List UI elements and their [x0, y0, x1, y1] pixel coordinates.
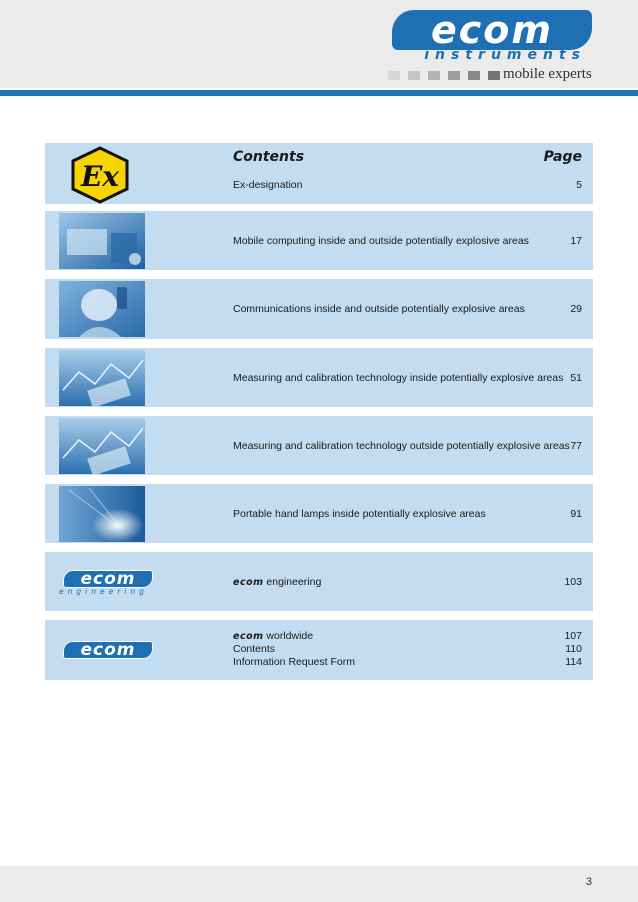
- toc-link-contents[interactable]: Contents: [233, 643, 276, 655]
- square-2: [408, 71, 420, 80]
- toc-link-mobile-computing[interactable]: Mobile computing inside and outside potentially explosive areas: [233, 235, 529, 247]
- page-column-label: Page: [543, 149, 582, 165]
- toc-link-measuring-inside[interactable]: Measuring and calibration technology inside potentially explosive areas: [233, 372, 564, 384]
- contents-row-communications: [45, 279, 593, 339]
- ecom-logo: ecom: [392, 10, 592, 50]
- toc-page-communications[interactable]: 29: [570, 303, 582, 315]
- square-4: [448, 71, 460, 80]
- ecom-brand-inline: ecom: [233, 631, 264, 642]
- toc-link-ex-designation[interactable]: Ex-designation: [233, 179, 303, 191]
- contents-row-worldwide: [45, 620, 593, 680]
- svg-text:Ex: Ex: [80, 160, 120, 193]
- contents-row-engineering: [45, 552, 593, 611]
- instruments-wordmark: instruments: [424, 47, 586, 63]
- worldwide-label: worldwide: [263, 630, 314, 642]
- contents-row-ex: [45, 143, 593, 204]
- hand-lamp-photo: [59, 486, 145, 542]
- page-number: 3: [585, 876, 592, 888]
- toc-link-measuring-outside[interactable]: Measuring and calibration technology outside potentially explosive areas: [233, 440, 570, 452]
- toc-page-contents[interactable]: 110: [565, 643, 582, 655]
- ex-symbol-icon: [65, 146, 135, 204]
- toc-link-information-request-form[interactable]: Information Request Form: [233, 656, 355, 668]
- toc-page-measuring-outside[interactable]: 77: [570, 440, 582, 452]
- toc-page-engineering[interactable]: 103: [564, 576, 582, 588]
- footer-band: [0, 866, 638, 902]
- toc-page-mobile-computing[interactable]: 17: [570, 235, 582, 247]
- toc-link-hand-lamps[interactable]: Portable hand lamps inside potentially explosive areas: [233, 508, 486, 520]
- measuring-photo: [59, 418, 145, 474]
- contents-row-hand-lamps: [45, 484, 593, 543]
- engineering-label: engineering: [263, 576, 322, 588]
- toc-link-communications[interactable]: Communications inside and outside potentially explosive areas: [233, 303, 525, 315]
- engineering-wordmark: engineering: [59, 587, 148, 596]
- ecom-engineering-logo: ecom: [63, 570, 153, 588]
- toc-page-measuring-inside[interactable]: 51: [570, 372, 582, 384]
- tagline-squares: [388, 71, 500, 80]
- square-6: [488, 71, 500, 80]
- toc-page-hand-lamps[interactable]: 91: [570, 508, 582, 520]
- header-rule: [0, 90, 638, 96]
- toc-page-ex-designation[interactable]: 5: [576, 179, 582, 191]
- ecom-brand-inline: ecom: [233, 577, 264, 588]
- square-3: [428, 71, 440, 80]
- communications-photo: [59, 281, 145, 337]
- tagline: mobile experts: [503, 66, 592, 82]
- toc-link-worldwide[interactable]: [233, 630, 313, 642]
- toc-link-engineering[interactable]: [233, 576, 321, 588]
- contents-row-measuring-outside: [45, 416, 593, 475]
- measuring-photo: [59, 350, 145, 406]
- contents-title: Contents: [233, 149, 305, 165]
- toc-page-worldwide[interactable]: 107: [564, 630, 582, 642]
- mobile-computing-photo: [59, 213, 145, 269]
- square-5: [468, 71, 480, 80]
- toc-page-information-request-form[interactable]: 114: [565, 656, 582, 668]
- contents-row-measuring-inside: [45, 348, 593, 407]
- ecom-worldwide-logo: ecom: [63, 641, 153, 659]
- square-1: [388, 71, 400, 80]
- contents-row-mobile-computing: [45, 211, 593, 270]
